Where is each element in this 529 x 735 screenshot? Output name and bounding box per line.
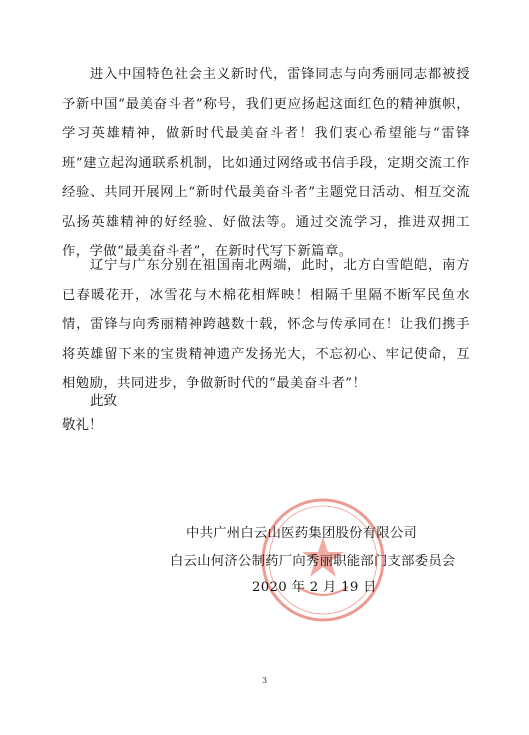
signature-date: 2020 年 2 月 19 日 — [252, 580, 377, 595]
body-paragraph-1: 进入中国特色社会主义新时代，雷锋同志与向秀丽同志都被授予新中国“最美奋斗者”称号，我们更应扬起这面红色的精神旗帜，学习英雄精神，做新时代最美奋斗者！我们衷心希望能与“雷锋班”建立起沟通联系机制，比如通过网络或书信手段，定期交流工作经验、共同开展网上“新时代最美奋斗者”主题党日活动、相互交流弘扬英雄精神的好经验、好做法等。通过交流学习，推进双拥工作，学做“最美奋斗者”，在新时代写下新篇章。 — [62, 67, 471, 259]
signature-committee: 白云山何济公制药厂向秀丽职能部门支部委员会 — [170, 554, 456, 569]
closing-respect: 敬礼！ — [62, 417, 103, 433]
page-number: 3 — [261, 676, 268, 685]
body-paragraph-2: 辽宁与广东分别在祖国南北两端，此时，北方白雪皑皑，南方已春暖花开，冰雪花与木棉花相辉映！相隔千里隔不断军民鱼水情，雷锋与向秀丽精神跨越数十载，怀念与传承同在！让我们携手将英雄留下来的宝贵精神遗产发扬光大，不忘初心、牢记使命，互相勉励，共同进步，争做新时代的“最美奋斗者”！ — [62, 258, 470, 391]
signature-organization: 中共广州白云山医药集团股份有限公司 — [186, 526, 418, 541]
closing-salutation: 此致 — [90, 393, 117, 409]
